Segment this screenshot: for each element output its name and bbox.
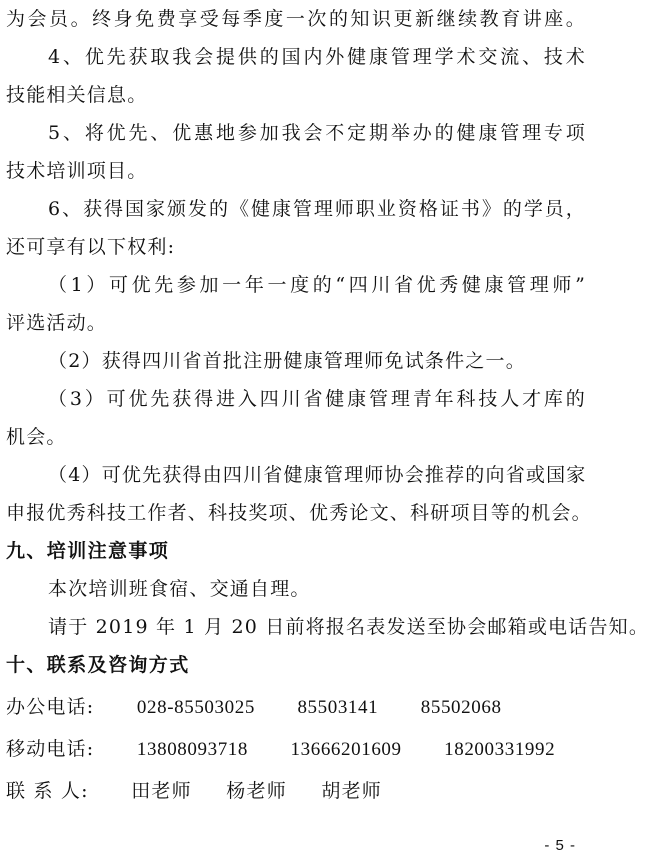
text-line-4: 5、将优先、优惠地参加我会不定期举办的健康管理专项 <box>48 122 586 144</box>
office-phone-label: 办公电话: <box>6 696 95 718</box>
section-9-heading: 九、培训注意事项 <box>6 540 170 562</box>
contact-person-2: 杨老师 <box>226 780 287 802</box>
text-line-3: 技能相关信息。 <box>6 84 148 106</box>
mobile-phone-1: 13808093718 <box>136 739 249 760</box>
mobile-phone-3: 18200331992 <box>444 739 556 760</box>
contact-person-1: 田老师 <box>131 780 192 802</box>
text-line-5: 技术培训项目。 <box>6 160 148 182</box>
contact-person-label: 联 系 人: <box>6 780 89 802</box>
text-line-13: （4）可优先获得由四川省健康管理师协会推荐的向省或国家 <box>48 464 587 486</box>
text-line-14: 申报优秀科技工作者、科技奖项、优秀论文、科研项目等的机会。 <box>6 502 592 524</box>
office-phone-2: 85503141 <box>297 697 379 718</box>
text-line-11: （3）可优先获得进入四川省健康管理青年科技人才库的 <box>48 388 586 410</box>
office-phone-3: 85502068 <box>420 697 502 718</box>
text-line-8: （1）可优先参加一年一度的“四川省优秀健康管理师” <box>48 274 586 296</box>
text-line-2: 4、优先获取我会提供的国内外健康管理学术交流、技术 <box>48 46 586 68</box>
text-line-1: 为会员。终身免费享受每季度一次的知识更新继续教育讲座。 <box>6 8 586 30</box>
contact-person-3: 胡老师 <box>321 780 383 802</box>
mobile-phone-row <box>6 730 586 768</box>
mobile-phone-2: 13666201609 <box>290 739 402 760</box>
text-line-10: （2）获得四川省首批注册健康管理师免试条件之一。 <box>48 350 526 372</box>
section-9-paragraph-2: 请于 2019 年 1 月 20 日前将报名表发送至协会邮箱或电话告知。 <box>48 616 649 638</box>
section-10-heading: 十、联系及咨询方式 <box>6 654 190 676</box>
office-phone-row <box>6 688 586 726</box>
text-line-12: 机会。 <box>6 426 67 448</box>
text-line-6: 6、获得国家颁发的《健康管理师职业资格证书》的学员， <box>48 198 586 220</box>
text-line-7: 还可享有以下权利: <box>6 236 176 258</box>
contact-person-row <box>6 772 586 810</box>
office-phone-1: 028-85503025 <box>136 697 255 718</box>
mobile-phone-label: 移动电话: <box>6 738 95 760</box>
section-9-paragraph-1: 本次培训班食宿、交通自理。 <box>48 578 311 600</box>
page-number: - 5 - <box>544 837 576 854</box>
text-line-9: 评选活动。 <box>6 312 108 334</box>
